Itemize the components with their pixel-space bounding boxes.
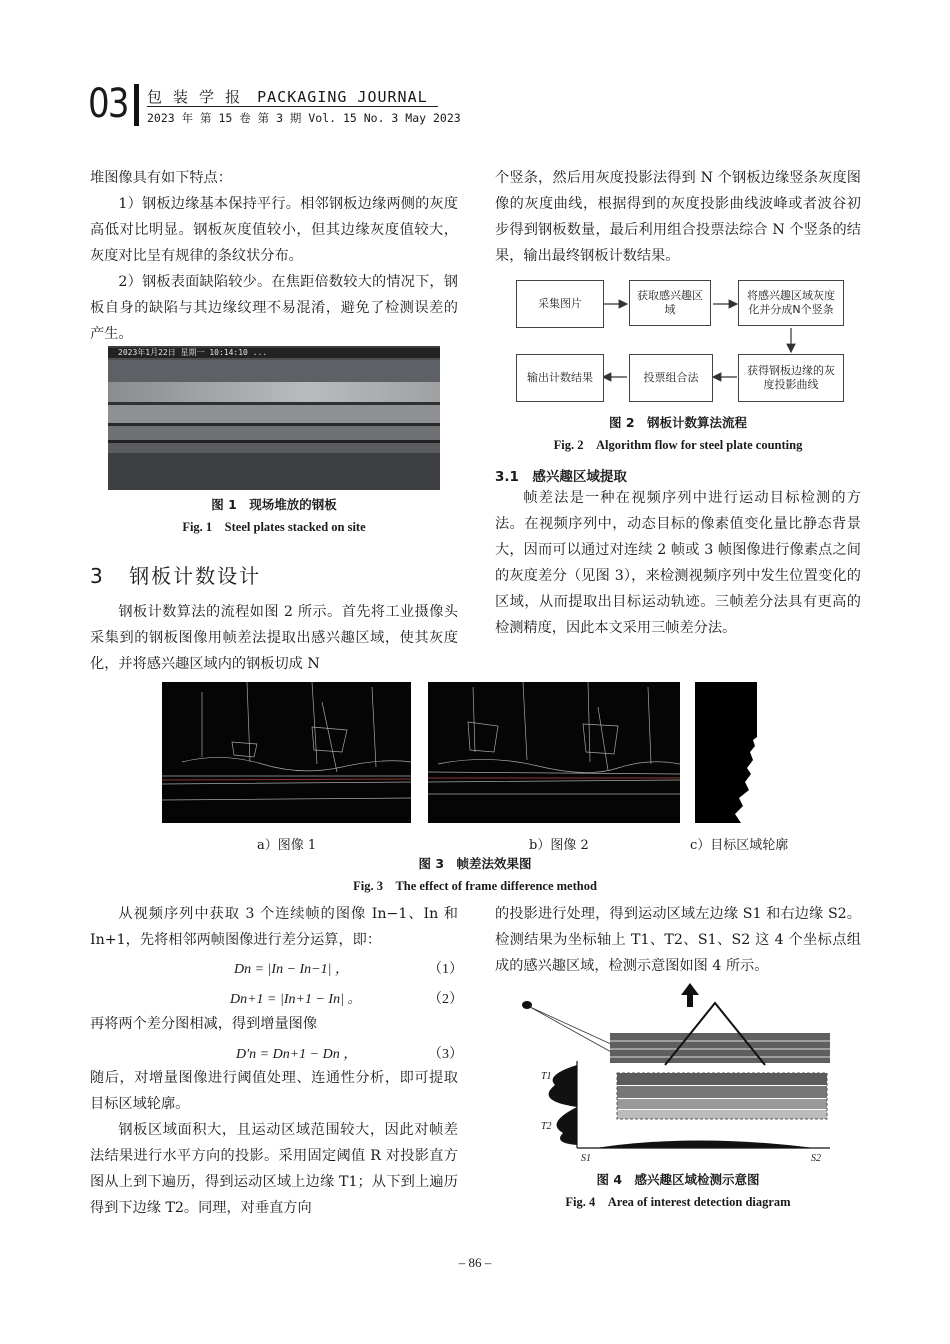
- fig1-photo: [108, 346, 440, 490]
- header-rule: [147, 106, 438, 107]
- fig2-caption-cn: 图 2 钢板计数算法流程: [608, 415, 748, 430]
- fig4-label-S1: S1: [581, 1153, 591, 1164]
- section-heading: [90, 560, 261, 589]
- flow-box-gray: 将感兴趣区域灰度化并分成N个竖条: [738, 280, 844, 326]
- fig3-image-b: [428, 682, 680, 823]
- steel-plates-image: [108, 346, 440, 490]
- fig1-caption-en: Fig. 1 Steel plates stacked on site: [182, 520, 366, 534]
- fig1-timestamp: 2023年1月22日 星期一 10:14:10 ...: [118, 348, 268, 357]
- frame-diff-1: [162, 682, 411, 823]
- fig4-diagram: [515, 983, 835, 1173]
- fig3-sub-c: c）目标区域轮廓: [690, 838, 789, 853]
- paragraph: 的投影进行处理，得到运动区域左边缘 S1 和右边缘 S2。检测结果为坐标轴上 T1、T2、S1、S2 这 4 个坐标点组成的感兴趣区域，检测示意图如图 4 所示。: [495, 906, 861, 974]
- section-number: 3: [90, 564, 105, 588]
- journal-title: [147, 86, 428, 107]
- paragraph: 帧差法是一种在视频序列中进行运动目标检测的方法。在视频序列中，动态目标的像素值变化量比静态背景大，因而可以通过对连续 2 帧或 3 帧图像进行像素点之间的灰度差分（见图 3），来检测视频序列中发生位置变化的区域，从而提取出目标运动轨迹。三帧差分法具有更高的检测精度，因此本文采用三帧差分法。: [495, 490, 861, 636]
- fig3-caption-en: Fig. 3 The effect of frame difference method: [353, 879, 597, 893]
- fig3-sub-b: b）图像 2: [529, 838, 589, 853]
- paragraph: 堆图像具有如下特点：: [90, 170, 232, 186]
- equation-3-number: （3）: [428, 1047, 463, 1062]
- equation-2: Dn+1 = |In+1 − In| 。: [230, 992, 362, 1007]
- volume-info: 2023 年 第 15 卷 第 3 期 Vol. 15 No. 3 May 2023: [147, 111, 461, 125]
- fig4-label-T1: T1: [541, 1071, 552, 1082]
- paragraph: 钢板计数算法的流程如图 2 所示。首先将工业摄像头采集到的钢板图像用帧差法提取出感兴趣区域，使其灰度化，并将感兴趣区域内的钢板切成 N: [90, 604, 458, 672]
- fig3-caption-cn: 图 3 帧差法效果图: [418, 856, 532, 871]
- header-bar: [134, 84, 139, 126]
- fig2-caption-en: Fig. 2 Algorithm flow for steel plate counting: [553, 438, 803, 452]
- subsection-title: 3.1 感兴趣区域提取: [495, 469, 627, 485]
- target-contour: [695, 682, 757, 823]
- flow-box-projection: 获得钢板边缘的灰度投影曲线: [738, 354, 844, 402]
- paragraph: 2）钢板表面缺陷较少。在焦距倍数较大的情况下，钢板自身的缺陷与其边缘纹理不易混淆，避免了检测误差的产生。: [90, 274, 458, 342]
- flow-box-roi: 获取感兴趣区域: [629, 280, 711, 326]
- journal-cn: 包 装 学 报: [147, 88, 242, 106]
- paragraph: 从视频序列中获取 3 个连续帧的图像 In−1、In 和 In+1，先将相邻两帧图像进行差分运算，即：: [90, 906, 458, 948]
- flow-box-output: 输出计数结果: [516, 354, 604, 402]
- section-title: 钢板计数设计: [129, 564, 262, 588]
- flow-box-vote: 投票组合法: [629, 354, 713, 402]
- flow-box-capture: 采集图片: [516, 280, 604, 328]
- roi-detection-diagram: [515, 983, 835, 1173]
- fig4-label-T2: T2: [541, 1121, 552, 1132]
- paragraph: 个竖条，然后用灰度投影法得到 N 个钢板边缘竖条灰度图像的灰度曲线，根据得到的灰度投影曲线波峰或者波谷初步得到钢板数量，最后利用组合投票法综合 N 个竖条的结果，输出最终钢板计数结果。: [495, 170, 861, 264]
- equation-2-number: （2）: [428, 992, 463, 1007]
- page-number: – 86 –: [458, 1255, 492, 1270]
- fig4-caption-en: Fig. 4 Area of interest detection diagram: [565, 1195, 791, 1209]
- frame-diff-2: [428, 682, 680, 823]
- paragraph: 随后，对增量图像进行阈值处理、连通性分析，即可提取目标区域轮廓。: [90, 1070, 458, 1112]
- paragraph: 钢板区域面积大，且运动区域范围较大，因此对帧差法结果进行水平方向的投影。采用固定阈值 R 对投影直方图从上到下遍历，得到运动区域上边缘 T1；从下到上遍历得到下边缘 T2。同理，对垂直方向: [90, 1122, 458, 1216]
- fig3-sub-a: a）图像 1: [257, 838, 317, 853]
- equation-3: D′n = Dn+1 − Dn ，: [236, 1047, 358, 1062]
- paragraph: 再将两个差分图相减，得到增量图像: [90, 1016, 318, 1032]
- equation-1: Dn = |In − In−1| ，: [234, 962, 349, 977]
- paragraph: 1）钢板边缘基本保持平行。相邻钢板边缘两侧的灰度高低对比明显。钢板灰度值较小，但其边缘灰度值较大，灰度对比呈有规律的条纹状分布。: [90, 196, 458, 264]
- issue-number: 03: [88, 81, 128, 127]
- fig3-image-c: [695, 682, 757, 823]
- journal-en: PACKAGING JOURNAL: [257, 88, 428, 106]
- flowchart: [505, 272, 855, 412]
- fig4-label-S2: S2: [811, 1153, 821, 1164]
- fig1-caption-cn: 图 1 现场堆放的钢板: [211, 497, 337, 512]
- fig3-image-a: [162, 682, 411, 823]
- fig4-caption-cn: 图 4 感兴趣区域检测示意图: [596, 1172, 760, 1187]
- equation-1-number: （1）: [428, 962, 463, 977]
